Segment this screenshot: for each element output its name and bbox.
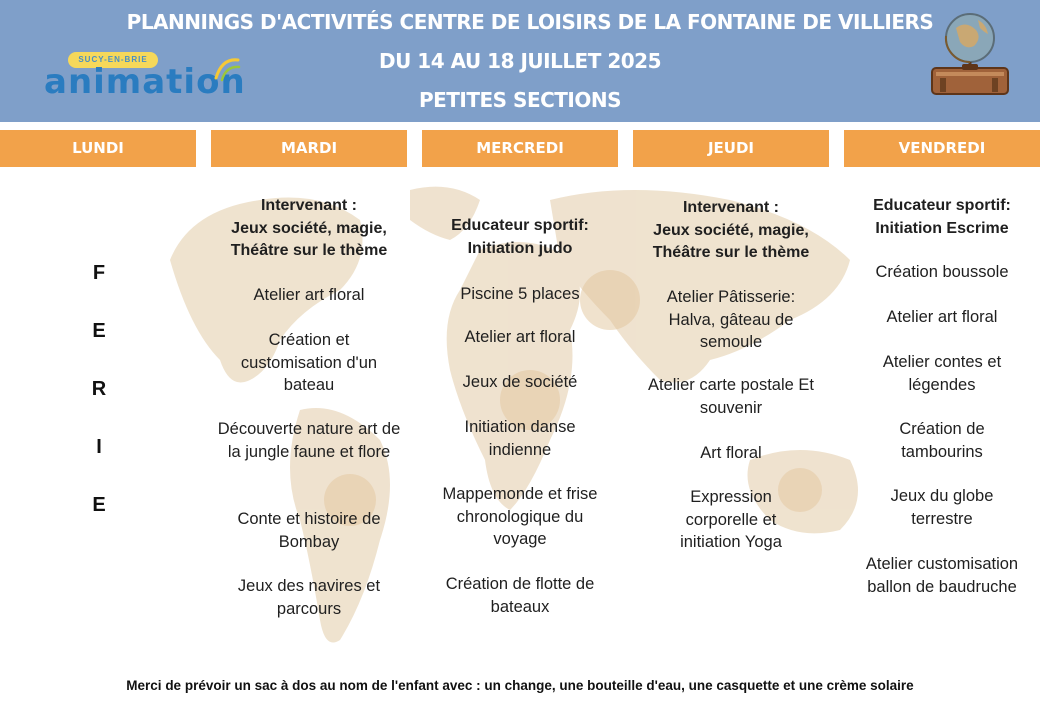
activity-item: Art floral: [700, 444, 762, 462]
activity-item: Atelier art floral: [464, 328, 576, 346]
date-range: DU 14 AU 18 JUILLET 2025: [378, 49, 661, 73]
activity-item: Atelier Pâtisserie: Halva, gâteau de semoule: [666, 288, 796, 351]
ferie-letter: F: [92, 262, 106, 284]
section-title: PETITES SECTIONS: [418, 88, 622, 112]
activity-item: Jeux des navires et parcours: [237, 577, 381, 618]
activity-item: Création de flotte de bateaux: [445, 575, 595, 616]
activity-item: Création et customisation d'un bateau: [240, 331, 378, 394]
activity-item: Mappemonde et frise chronologique du voyage: [442, 485, 598, 548]
activity-item: Atelier art floral: [886, 308, 998, 326]
vendredi-heading: [844, 195, 1040, 240]
heading-line: Théâtre sur le thème: [652, 244, 810, 261]
heading-line: Educateur sportif:: [451, 217, 589, 234]
jeudi-heading: [633, 197, 829, 265]
heading-line: Initiation Escrime: [875, 219, 1009, 237]
ferie-letter: E: [92, 494, 106, 516]
activity-item: Jeux de société: [462, 373, 578, 391]
activity-item: Atelier carte postale Et souvenir: [648, 376, 814, 417]
mardi-heading: [211, 195, 407, 263]
heading-line: Educateur sportif:: [873, 197, 1011, 214]
footer-note: Merci de prévoir un sac à dos au nom de l'enfant avec : un change, une bouteille d'eau, une casquette et une crème solaire: [126, 678, 914, 693]
sun-swirl-icon: [212, 54, 242, 84]
ferie-letter: R: [91, 378, 107, 400]
activity-item: Création de tambourins: [899, 420, 985, 461]
activity-item: Conte et histoire de Bombay: [237, 510, 381, 551]
day-header-mardi: MARDI: [211, 130, 407, 167]
activity-item: Atelier contes et légendes: [882, 353, 1002, 394]
activity-item: Piscine 5 places: [460, 285, 580, 303]
ferie-letter: I: [96, 436, 102, 458]
heading-line: Jeux société, magie,: [231, 219, 387, 237]
activity-item: Expression corporelle et initiation Yoga: [680, 488, 782, 551]
activity-item: Découverte nature art de la jungle faune et flore: [217, 420, 401, 461]
activity-item: Atelier customisation ballon de baudruche: [865, 555, 1019, 596]
page-title: PLANNINGS D'ACTIVITÉS CENTRE DE LOISIRS DE LA FONTAINE DE VILLIERS: [126, 10, 934, 34]
activity-item: Création boussole: [875, 263, 1009, 281]
ferie-letter: E: [92, 320, 106, 342]
heading-line: Intervenant :: [682, 199, 779, 216]
day-header-lundi: LUNDI: [0, 130, 196, 167]
activity-item: Initiation danse indienne: [464, 418, 576, 459]
day-header-vendredi: VENDREDI: [844, 130, 1040, 167]
activity-item: Jeux du globe terrestre: [890, 487, 994, 528]
heading-line: Initiation judo: [467, 239, 573, 257]
logo-city: SUCY-EN-BRIE: [68, 52, 158, 68]
activity-item: Atelier art floral: [253, 286, 365, 304]
heading-line: Intervenant :: [260, 197, 357, 214]
globe-on-suitcase-icon: [926, 8, 1012, 100]
heading-line: Théâtre sur le thème: [230, 242, 388, 259]
day-header-jeudi: JEUDI: [633, 130, 829, 167]
heading-line: Jeux société, magie,: [653, 221, 809, 239]
logo-text: animation: [44, 62, 246, 102]
mercredi-heading: [422, 215, 618, 260]
animation-logo: [44, 52, 246, 104]
day-header-mercredi: MERCREDI: [422, 130, 618, 167]
